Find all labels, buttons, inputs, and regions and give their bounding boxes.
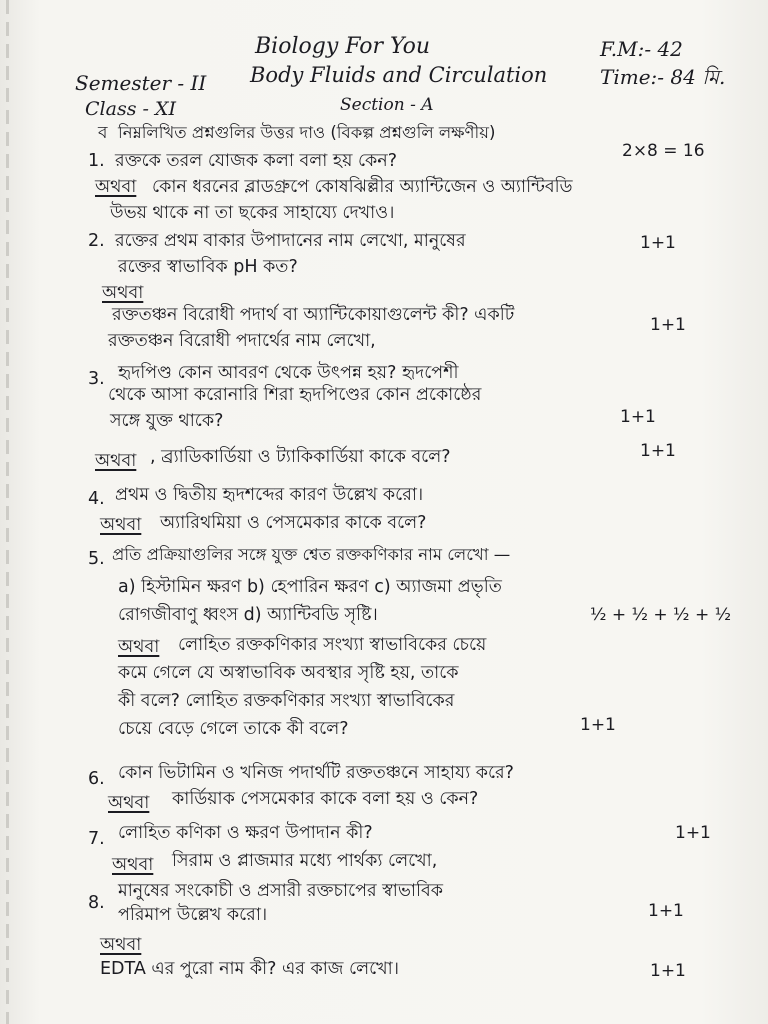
alternative-marks: 1+1 (580, 715, 616, 735)
alternative-line: , ব্র্যাডিকার্ডিয়া ও ট্যাকিকার্ডিয়া কাকে বলে? (150, 447, 451, 467)
question-line: হৃদপিণ্ড কোন আবরণ থেকে উৎপন্ন হয়? হৃদপেশী (118, 363, 459, 383)
question-line: রক্তের প্রথম বাকার উপাদানের নাম লেখো, মানুষের (115, 231, 466, 251)
alternative-label: অথবা (118, 637, 160, 657)
alternative-line: রক্ততঞ্চন বিরোধী পদার্থ বা অ্যান্টিকোয়াগুলেন্ট কী? একটি (112, 305, 515, 325)
exam-time: Time:- 84 মি. (600, 65, 726, 89)
question-line: মানুষের সংকোচী ও প্রসারী রক্তচাপের স্বাভাবিক (118, 881, 443, 901)
question-number: 8. (88, 893, 105, 913)
question-number: 1. (88, 151, 105, 171)
alternative-marks: 1+1 (650, 315, 686, 335)
exam-subject: Body Fluids and Circulation (250, 63, 548, 87)
alternative-label: অথবা (112, 855, 154, 875)
question-marks: ½ + ½ + ½ + ½ (590, 605, 732, 625)
class-label: Class - XI (85, 98, 176, 120)
alternative-marks: 1+1 (640, 441, 676, 461)
alternative-line: অ্যারিথমিয়া ও পেসমেকার কাকে বলে? (160, 513, 427, 533)
question-number: 4. (88, 489, 105, 509)
alternative-label: অথবা (100, 935, 142, 955)
alternative-line: লোহিত রক্তকণিকার সংখ্যা স্বাভাবিকের চেয়ে (178, 635, 487, 655)
instruction-marks: 2×8 = 16 (622, 141, 705, 161)
semester-label: Semester - II (75, 71, 207, 95)
alternative-line: সিরাম ও প্লাজমার মধ্যে পার্থক্য লেখো, (172, 851, 438, 871)
question-marks: 1+1 (648, 901, 684, 921)
question-number: 7. (88, 829, 105, 849)
alternative-line: উভয় থাকে না তা ছকের সাহায্যে দেখাও। (110, 203, 395, 223)
alternative-marks: 1+1 (650, 961, 686, 981)
question-number: 3. (88, 369, 105, 389)
question-number: 2. (88, 231, 105, 251)
alternative-line: EDTA এর পুরো নাম কী? এর কাজ লেখো। (100, 959, 400, 979)
alternative-line: চেয়ে বেড়ে গেলে তাকে কী বলে? (118, 719, 349, 739)
instruction-text: নিম্নলিখিত প্রশ্নগুলির উত্তর দাও (বিকল্প প্রশ্নগুলি লক্ষণীয়) (118, 123, 496, 142)
alternative-label: অথবা (95, 177, 137, 197)
alternative-line: কোন ধরনের ব্লাডগ্রুপে কোষঝিল্লীর অ্যান্টিজেন ও অ্যান্টিবডি (152, 177, 573, 197)
alternative-line: কার্ডিয়াক পেসমেকার কাকে বলা হয় ও কেন? (172, 789, 479, 809)
alternative-line: কমে গেলে যে অস্বাভাবিক অবস্থার সৃষ্টি হয়, তাকে (118, 663, 459, 683)
question-marks: 1+1 (640, 233, 676, 253)
full-marks: F.M:- 42 (600, 37, 683, 61)
question-marks: 1+1 (675, 823, 711, 843)
section-label: Section - A (340, 95, 434, 115)
margin-rule (6, 0, 9, 1024)
alternative-label: অথবা (108, 793, 150, 813)
question-line: সঙ্গে যুক্ত থাকে? (110, 411, 224, 431)
question-line: রক্তের স্বাভাবিক pH কত? (118, 257, 298, 277)
alternative-line: কী বলে? লোহিত রক্তকণিকার সংখ্যা স্বাভাবিকের (118, 691, 455, 711)
exam-title: Biology For You (255, 34, 431, 59)
question-line: পরিমাপ উল্লেখ করো। (118, 905, 268, 925)
question-line: প্রথম ও দ্বিতীয় হৃদশব্দের কারণ উল্লেখ করো। (115, 485, 424, 505)
question-number: 6. (88, 769, 105, 789)
question-line: রোগজীবাণু ধ্বংস d) অ্যান্টিবডি সৃষ্টি। (118, 605, 378, 625)
question-line: কোন ভিটামিন ও খনিজ পদার্থটি রক্ততঞ্চনে সাহায্য করে? (118, 763, 514, 783)
instruction-bullet: ব (98, 123, 108, 143)
question-line: রক্তকে তরল যোজক কলা বলা হয় কেন? (115, 151, 398, 171)
alternative-label: অথবা (95, 451, 137, 471)
question-line: লোহিত কণিকা ও ক্ষরণ উপাদান কী? (118, 823, 373, 843)
question-line: থেকে আসা করোনারি শিরা হৃদপিণ্ডের কোন প্রকোষ্ঠের (108, 385, 482, 405)
alternative-label: অথবা (102, 283, 144, 303)
alternative-label: অথবা (100, 515, 142, 535)
question-line: প্রতি প্রক্রিয়াগুলির সঙ্গে যুক্ত শ্বেত রক্তকণিকার নাম লেখো — (112, 545, 511, 564)
question-line: a) হিস্টামিন ক্ষরণ b) হেপারিন ক্ষরণ c) অ্যাজমা প্রভৃতি (118, 577, 502, 597)
question-marks: 1+1 (620, 407, 656, 427)
alternative-line: রক্ততঞ্চন বিরোধী পদার্থের নাম লেখো, (108, 331, 376, 351)
question-number: 5. (88, 549, 105, 569)
